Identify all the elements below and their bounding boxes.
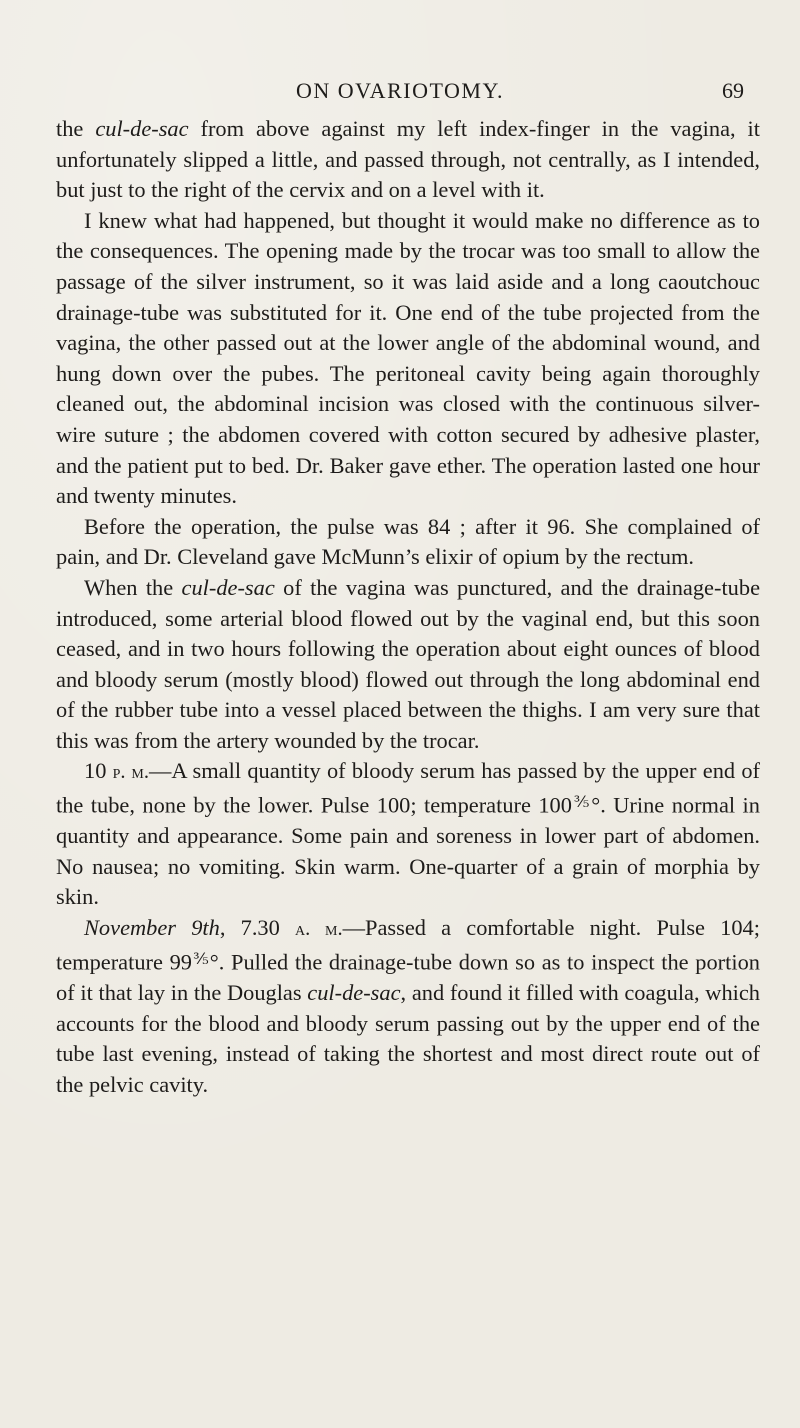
paragraph-3: Before the operation, the pulse was 84 ; after it 96. She complained of pain, and Dr. Cleveland gave McMunn’s elixir of opium by the rectum. <box>56 513 760 570</box>
time-number: , 7.30 <box>219 915 295 941</box>
time-number: 10 <box>84 758 113 784</box>
paragraph-2: I knew what had happened, but thought it would make no difference as to the consequences. The opening made by the trocar was too small to allow the passage of the silver instrument, so it was laid aside and a long caoutchouc drainage-tube was substituted for it. One end of the tube projected from the vagina, the other passed out at the lower angle of the abdominal wound, and hung down over the pubes. The peritoneal cavity being again thoroughly cleaned out, the abdominal incision was closed with the continuous silver-wire suture ; the abdomen covered with cotton secured by adhesive plaster, and the patient put to bed. Dr. Baker gave ether. The operation lasted one hour and twenty minutes. <box>56 207 760 509</box>
time-period: a. m. <box>295 918 343 941</box>
time-period: p. m. <box>112 761 149 784</box>
fraction: ⅗ <box>191 950 210 968</box>
text-run: of the vagina was punctured, and the drainage-tube introduced, some arterial blood flowed out by the vaginal end, but this soon ceased, and in two hours following the operation about eight ounces of blood and bloody serum (mostly blood) flowed out through the long abdominal end of the rubber tube into a vessel placed between the thighs. I am very sure that this was from the artery wounded by the trocar. <box>56 574 761 753</box>
running-title: ON OVARIOTOMY. <box>295 78 505 103</box>
text-run: , and found it filled with coagula, which accounts for the blood and bloody serum passing out by the upper end of the tube last evening, instead of taking the shortest and most direct route out of the pelvic cavity. <box>56 979 760 1097</box>
italic-term: cul-de-sac <box>181 574 275 600</box>
text-run: from above against my left index-finger in the vagina, it unfortunately slipped a little, and passed through, not centrally, as I intended, but just to the right of the cervix and on a level with it. <box>56 116 761 203</box>
paragraph-6 <box>56 913 760 1100</box>
running-head <box>0 78 800 108</box>
italic-term: cul-de-sac <box>95 116 189 141</box>
entry-date: November 9th <box>84 915 220 941</box>
text-run: When the <box>84 574 182 600</box>
text-run: —Passed a comfortable night. Pulse 104; temperature 99 <box>56 915 760 975</box>
text-run: —A small quantity of bloody serum has passed by the upper end of the tube, none by the lower. Pulse 100; temperature 100 <box>56 758 760 818</box>
fraction: ⅗ <box>571 794 592 812</box>
body-text <box>56 114 760 1100</box>
text-run: °. Urine normal in quantity and appearance. Some pain and soreness in lower part of abdomen. No nausea; no vomiting. Skin warm. One-quarter of a grain of morphia by skin. <box>56 792 760 910</box>
page-number: 69 <box>722 78 744 103</box>
italic-term: cul-de-sac <box>307 979 401 1005</box>
paragraph-1 <box>56 114 760 206</box>
paragraph-4 <box>56 573 760 757</box>
text-run: the <box>56 116 96 141</box>
text-run: °. Pulled the drainage-tube down so as to inspect the portion of it that lay in the Douglas <box>56 949 760 1005</box>
paragraph-5 <box>56 756 760 913</box>
